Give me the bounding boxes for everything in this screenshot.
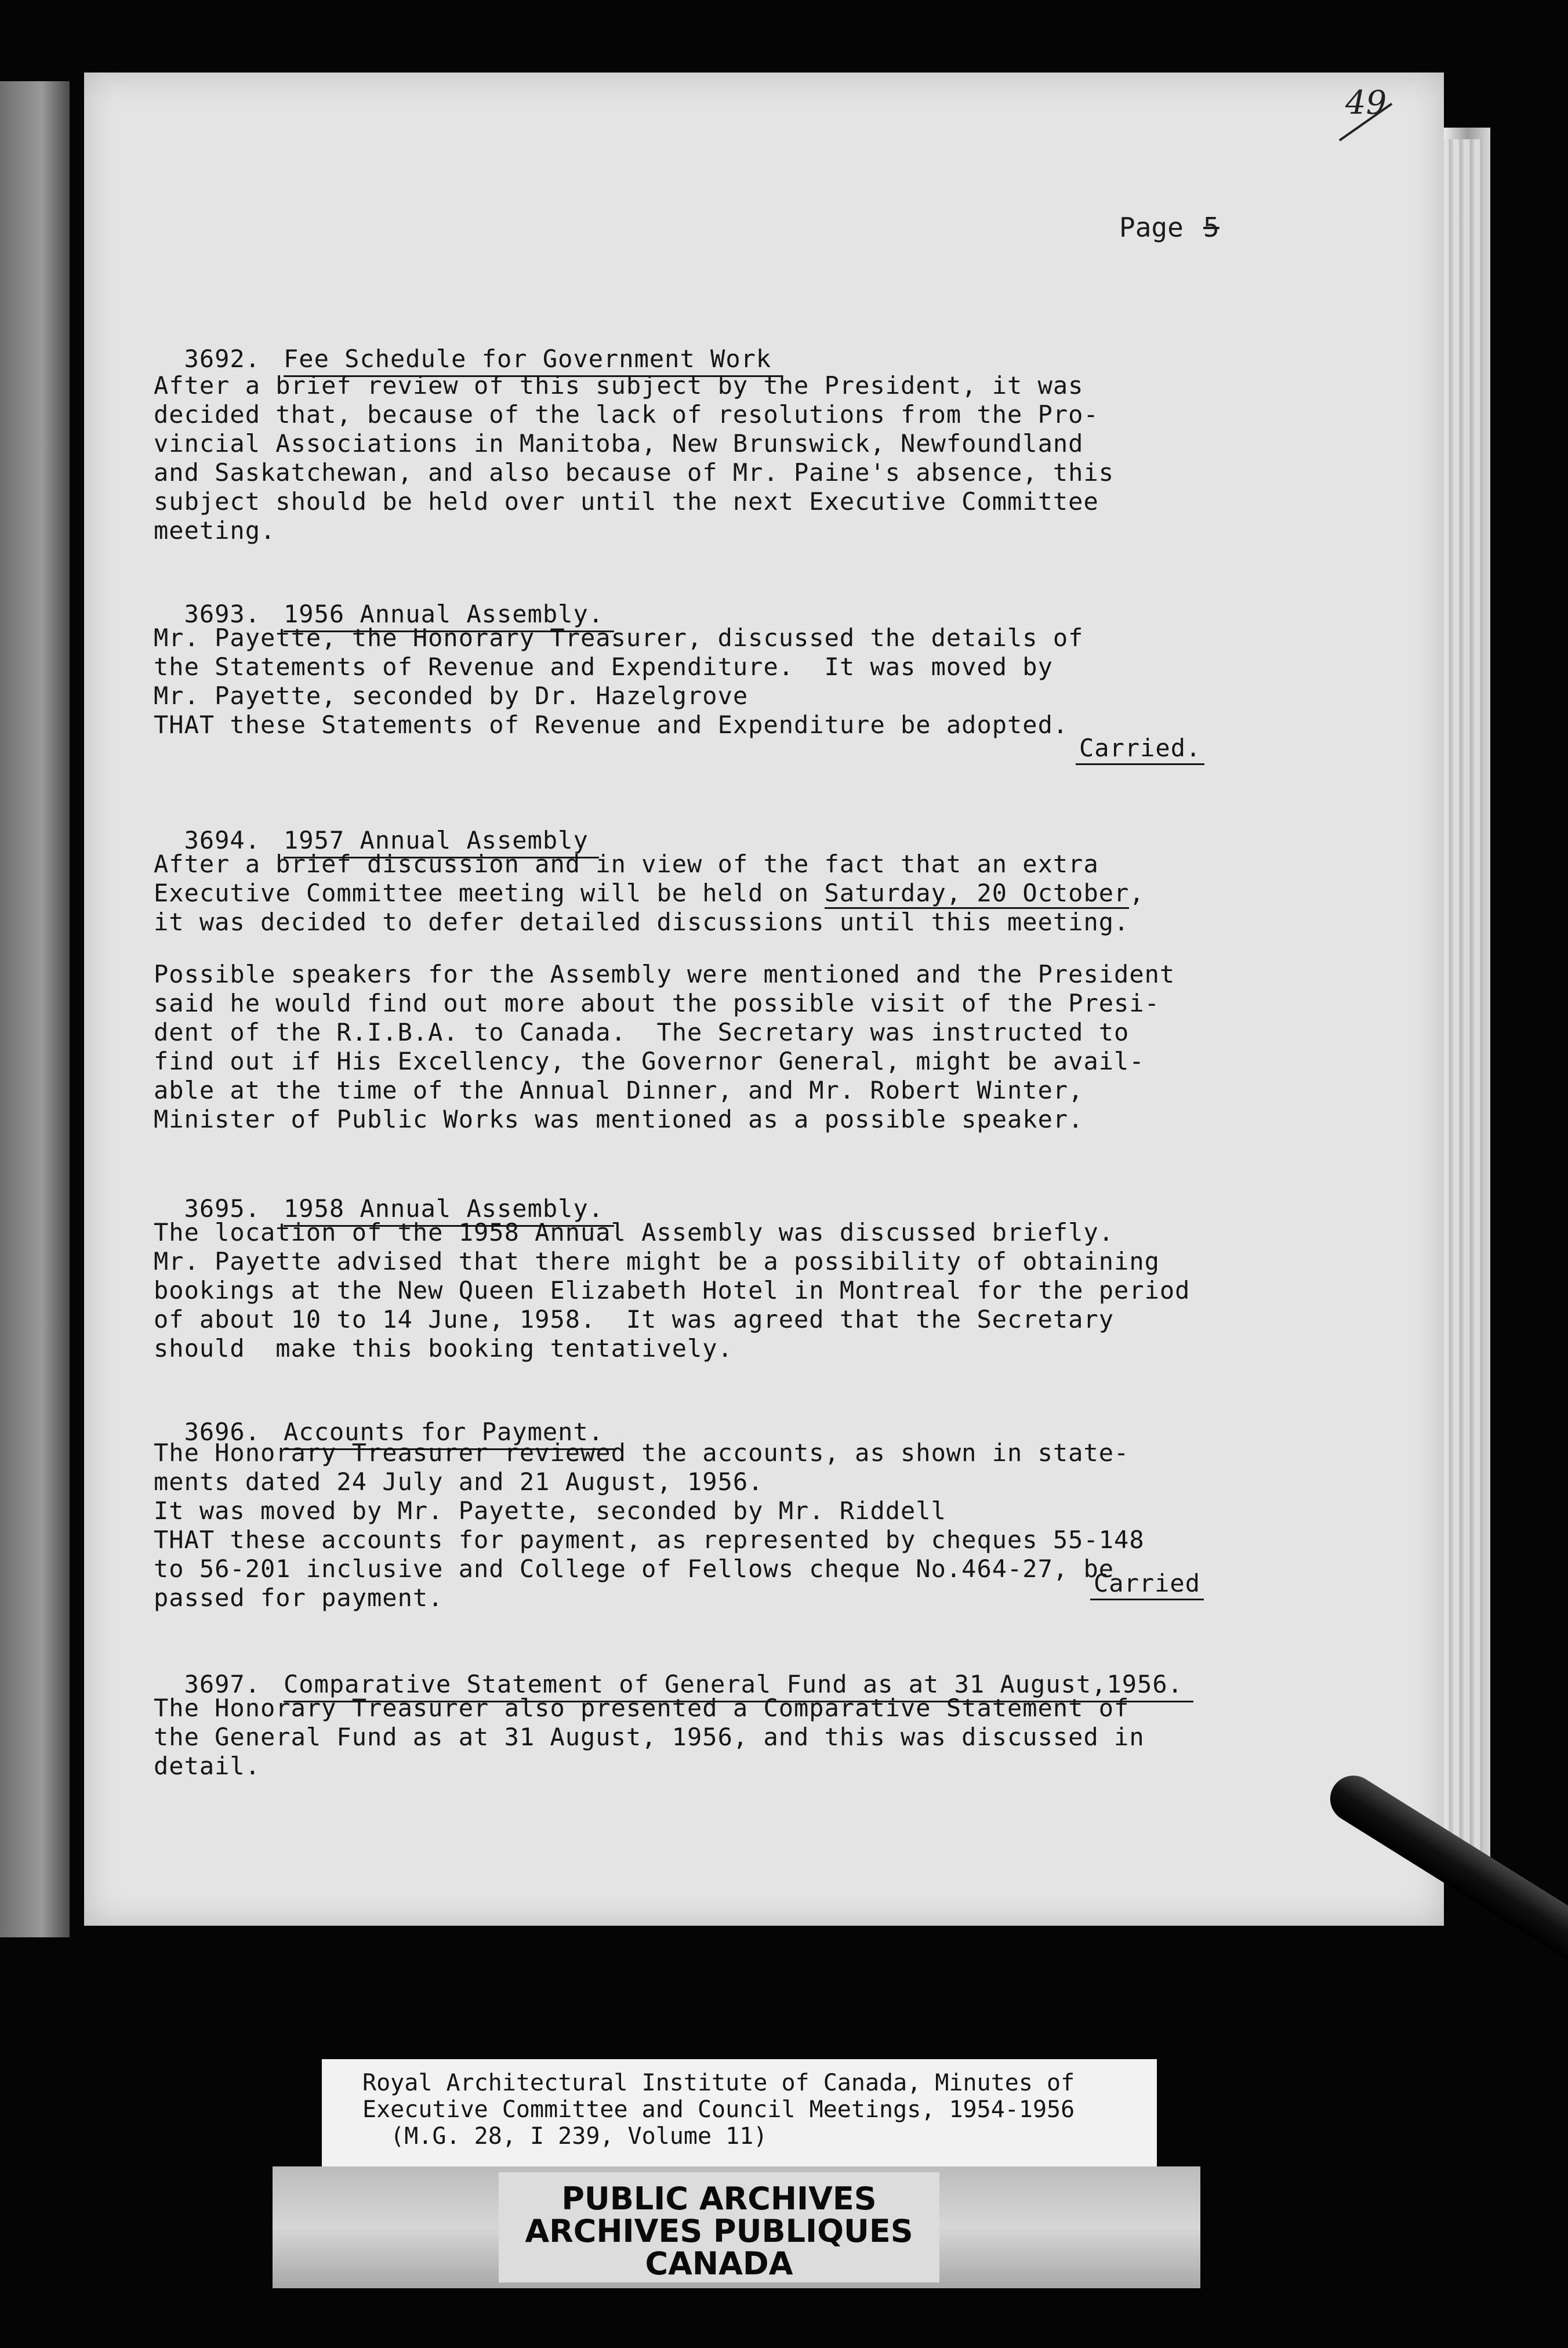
- citation-line: (M.G. 28, I 239, Volume 11): [362, 2123, 768, 2150]
- section-title: Fee Schedule for Government Work: [284, 345, 782, 377]
- section-heading-3696: [154, 1389, 614, 1446]
- section-title: Accounts for Payment.: [284, 1418, 614, 1450]
- adjacent-page-edge: [0, 81, 70, 1937]
- archives-stamp: [499, 2172, 939, 2282]
- section-number: 3694.: [184, 826, 261, 854]
- section-paragraph: Mr. Payette, the Honorary Treasurer, discussed the details of the Statements of Revenue and Expenditure. It was moved by Mr. Payette, seconded by Dr. Hazelgrove THAT these Statements of Revenue and Expenditure be adopted.: [154, 624, 1084, 739]
- citation-line: Royal Architectural Institute of Canada, Minutes of: [362, 2070, 1075, 2096]
- folio-number: 49: [1345, 84, 1387, 122]
- stamp-line: PUBLIC ARCHIVES: [561, 2180, 877, 2217]
- section-title: 1956 Annual Assembly.: [284, 600, 614, 632]
- section-number: 3693.: [184, 600, 261, 628]
- stamp-line: ARCHIVES PUBLIQUES: [525, 2213, 913, 2249]
- section-paragraph: Possible speakers for the Assembly were mentioned and the President said he would find out more about the possible visit of the Presi- dent of the R.I.B.A. to Canada. The Secretary was instructed to find out if His Excellency, the Governor General, might be avail- able at the time of the Annual Dinner, and Mr. Robert Winter, Minister of Public Works was mentioned as a possible speaker.: [154, 960, 1175, 1133]
- paragraph-text: , it was decided to defer detailed discussions until this meeting.: [154, 879, 1145, 936]
- section-heading-3693: [154, 571, 614, 628]
- section-number: 3695.: [184, 1194, 261, 1223]
- section-paragraph: [154, 850, 1313, 937]
- carried-label: Carried: [1090, 1569, 1204, 1600]
- page-number-struck: 5: [1203, 212, 1219, 243]
- section-paragraph: The Honorary Treasurer also presented a Comparative Statement of the General Fund as at 31 August, 1956, and this was discussed in detail.: [154, 1694, 1145, 1780]
- section-title: 1957 Annual Assembly: [284, 826, 599, 858]
- section-number: 3697.: [184, 1670, 261, 1698]
- paragraph-text: After a brief discussion and in view of the fact that an extra Executive Committee meeting will be held on: [154, 850, 1099, 907]
- section-number: 3692.: [184, 345, 261, 373]
- section-title: Comparative Statement of General Fund as at 31 August,1956.: [284, 1670, 1193, 1702]
- citation-line: Executive Committee and Council Meetings, 1954-1956: [362, 2096, 1075, 2123]
- carried-label: Carried.: [1076, 734, 1204, 765]
- archive-citation-label: [322, 2059, 1157, 2172]
- stamp-line: CANADA: [645, 2245, 793, 2282]
- section-paragraph: After a brief review of this subject by the President, it was decided that, because of the lack of resolutions from the Pro- vincial Associations in Manitoba, New Brunswick, Newfoundland and Saskatchewan, and also because of Mr. Paine's absence, this subject should be held over until the next Executive Committee meeting.: [154, 371, 1115, 545]
- section-heading-3695: [154, 1166, 614, 1223]
- section-heading-3697: [154, 1642, 1193, 1698]
- section-title: 1958 Annual Assembly.: [284, 1194, 614, 1227]
- page-label: Page: [1119, 212, 1184, 243]
- meeting-date: Saturday, 20 October: [825, 879, 1130, 909]
- section-heading-3692: [154, 316, 782, 373]
- section-number: 3696.: [184, 1418, 261, 1446]
- section-heading-3694: [154, 798, 599, 854]
- section-paragraph: The Honorary Treasurer reviewed the accounts, as shown in state- ments dated 24 July and 21 August, 1956. It was moved by Mr. Payette, seconded by Mr. Riddell THAT these accounts for payment, as represented by cheques 55-148 to 56-201 inclusive and College of Fellows cheque No.464-27, be passed for payment.: [154, 1438, 1145, 1612]
- section-paragraph: The location of the 1958 Annual Assembly was discussed briefly. Mr. Payette advised that there might be a possibility of obtaining bookings at the New Queen Elizabeth Hotel in Montreal for the period of about 10 to 14 June, 1958. It was agreed that the Secretary should make this booking tentatively.: [154, 1218, 1190, 1363]
